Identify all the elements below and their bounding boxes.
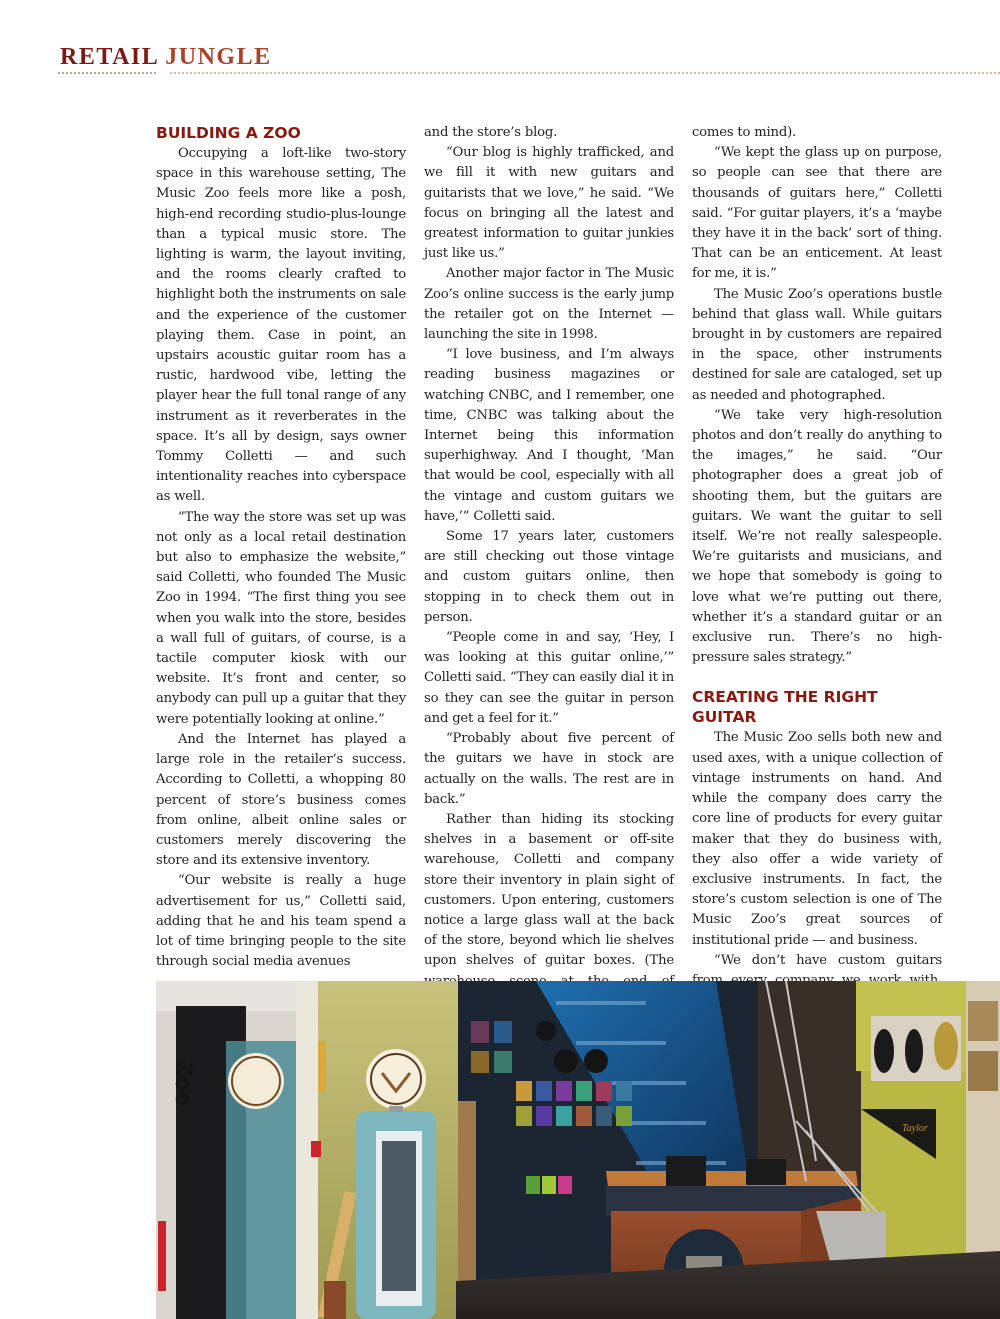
paragraph: “People come in and say, ‘Hey, I was looking at this guitar online,’” Colletti said. “They can easily dial it in so they can see the guitar in person and get a feel for it.” <box>424 630 674 726</box>
paragraph: “We don’t have custom guitars <box>714 952 942 968</box>
article-column-2 <box>424 123 674 1012</box>
section-title-retail: RETAIL <box>60 44 160 70</box>
header-rule-left <box>58 72 156 74</box>
paragraph: “I love business, and I’m always reading business magazines or watching CNBC, and I remember, one time, CNBC was talking about the Internet being this information superhighway. And I thought, ‘Man that would be cool, especially with all the vintage and custom guitars we have,’” Colletti said. <box>424 347 674 524</box>
photo-illustration <box>156 981 1000 1319</box>
section-title-jungle: JUNGLE <box>165 44 272 70</box>
article-column-1 <box>156 123 406 972</box>
subhead-creating-the-right-guitar: CREATING THE RIGHT GUITAR <box>692 688 878 727</box>
paragraph: “We kept the glass up on purpose, so people can see that there are thousands of guitars here,” Colletti said. “For guitar players, it’s a ‘maybe they have it in the back’ sort of thing. That can be an enticement. At least for me, it is.” <box>692 145 942 282</box>
section-header <box>60 44 272 71</box>
paragraph: Rather than hiding its stocking shelves in a basement or off-site warehouse, Colletti and company store their inventory in plain sight of customers. Upon entering, customers notice a large glass wall at the back of the store, beyond which lie shelves upon shelves of guitar boxes. (The <box>424 811 674 969</box>
paragraph: The Music Zoo sells both new and used axes, with a unique collection of vintage instruments on hand. And while the company does carry the core line of products for every guitar maker that they do business with, they also offer a wide variety of exclusive instruments. In fact, the store’s custom selection is one of The Music Zoo’s great sources of institutional pride — and business. <box>692 730 942 948</box>
paragraph-continuation: and the store’s blog. <box>424 125 558 140</box>
paragraph: Another major factor in The Music Zoo’s online success is the early jump the retailer got on the Internet — launching the site in 1998. <box>424 266 674 343</box>
paragraph: And the Internet has played a large role in the retailer’s success. According to Colletti, a whopping 80 percent of store’s business comes from online, albeit online sales or customers merely discovering the store and its extensive inventory. <box>156 731 406 869</box>
paragraph: “Our blog is highly trafficked, and we fill it with new guitars and guitarists that we love,” he said. “We focus on bringing all the latest and greatest information to guitar junkies just like us.” <box>424 145 674 262</box>
paragraph: The Music Zoo’s operations bustle behind that glass wall. While guitars brought in by customers are repaired in the space, other instruments destined for sale are cataloged, set up as needed and photographed. <box>692 286 942 403</box>
paragraph: “Probably about five percent of the guitars we have in stock are actually on the walls. The rest are in back.” <box>424 731 674 807</box>
svg-text:Zoo: Zoo <box>170 1060 195 1107</box>
paragraph: Occupying a loft-like two-story space in this warehouse setting, The Music Zoo feels more like a posh, high-end recording studio-plus-lounge than a typical music store. The lighting is warm, the layout inviting, and the rooms clearly crafted to highlight both the instruments on sale and the experience of the customer playing them. Case in point, an upstairs acoustic guitar room has a rustic, hardwood vibe, letting the player hear the full tonal range of any instrument as it reverberates in the space. It’s all by design, says owner Tommy Colletti — and such intentionality reaches into cyberspace as well. <box>156 146 406 505</box>
subhead-building-a-zoo: BUILDING A ZOO <box>156 124 301 142</box>
article-column-3 <box>692 123 942 1011</box>
taylor-sign-text: Taylor <box>902 1123 928 1134</box>
paragraph: “We take very high-resolution photos and don’t really do anything to the images,” he said. “Our photographer does a great job of shooting them, but the guitars are guitars. We want the guitar to sell itself. We’re not really salespeople. We’re guitarists and musicians, and we hope that somebody is going to love what we’re putting out there, whether it’s a standard guitar or an exclusive run. There’s no high-pressure sales strategy.” <box>692 407 942 666</box>
header-rule-right <box>170 72 1000 74</box>
paragraph: Some 17 years later, customers are still checking out those vintage and custom guitars online, then stopping in to check them out in person. <box>424 529 674 625</box>
paragraph-continuation: comes to mind). <box>692 125 797 140</box>
paragraph: “Our website is really a huge advertisement for us,” Colletti said, adding that he and his team spend a lot of time bringing people to the site through social media avenues <box>156 873 406 970</box>
store-interior-photo <box>156 981 1000 1319</box>
paragraph: “The way the store was set up was not only as a local retail destination but also to emphasize the website,” said Colletti, who founded The Music Zoo in 1994. “The first thing you see when you walk into the store, besides a wall full of guitars, of course, is a tactile computer kiosk with our website. It’s front and center, so anybody can pull up a guitar that they were potentially looking at online.” <box>156 509 406 727</box>
